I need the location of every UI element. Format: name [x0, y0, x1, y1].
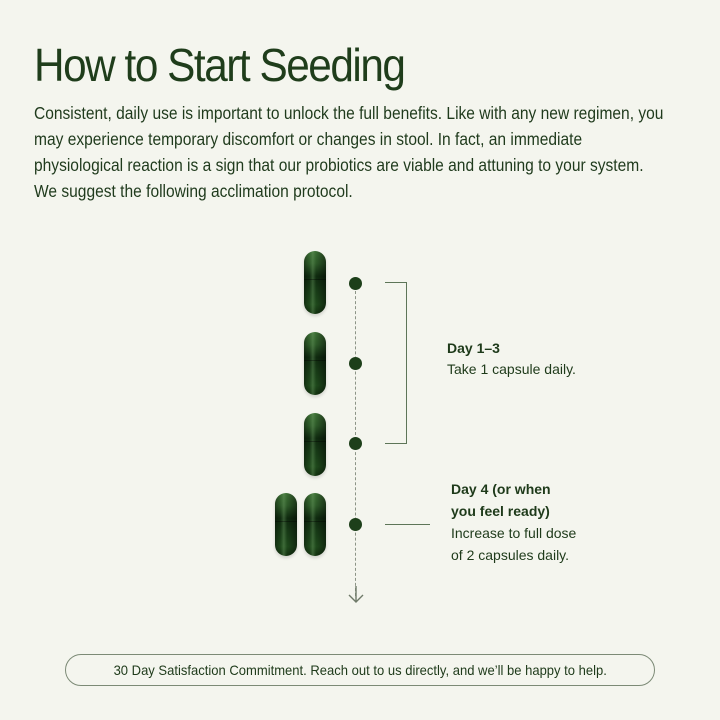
step-heading-line: you feel ready)	[451, 503, 550, 519]
page-title: How to Start Seeding	[34, 39, 405, 91]
timeline-dot-icon	[349, 277, 362, 290]
capsule-icon	[304, 251, 326, 314]
capsule-icon	[275, 493, 297, 556]
step-description-line: of 2 capsules daily.	[451, 547, 570, 563]
step-day4	[451, 478, 576, 566]
capsule-icon	[304, 493, 326, 556]
arrow-down-icon	[346, 586, 366, 604]
step-description: Take 1 capsule daily.	[447, 361, 576, 377]
commitment-text: 30 Day Satisfaction Commitment. Reach out to us directly, and we’ll be happy to help.	[113, 662, 607, 678]
capsule-icon	[304, 413, 326, 476]
step-day1-3	[447, 338, 576, 380]
timeline-dot-icon	[349, 357, 362, 370]
timeline-dot-icon	[349, 518, 362, 531]
day4-connector-line	[385, 524, 430, 525]
step-description-line: Increase to full dose	[451, 525, 577, 541]
satisfaction-commitment-banner	[65, 654, 655, 686]
step-heading-line: Day 4 (or when	[451, 481, 551, 497]
timeline-dot-icon	[349, 437, 362, 450]
step-heading: Day 1–3	[447, 340, 500, 356]
intro-paragraph: Consistent, daily use is important to unlock the full benefits. Like with any new regimen, you may experience temporary discomfort or changes in stool. In fact, an immediate physiological reaction is a sign that our probiotics are viable and attuning to your system. We suggest the following acclimation protocol.	[34, 103, 664, 201]
capsule-icon	[304, 332, 326, 395]
day1-3-bracket	[385, 282, 407, 444]
